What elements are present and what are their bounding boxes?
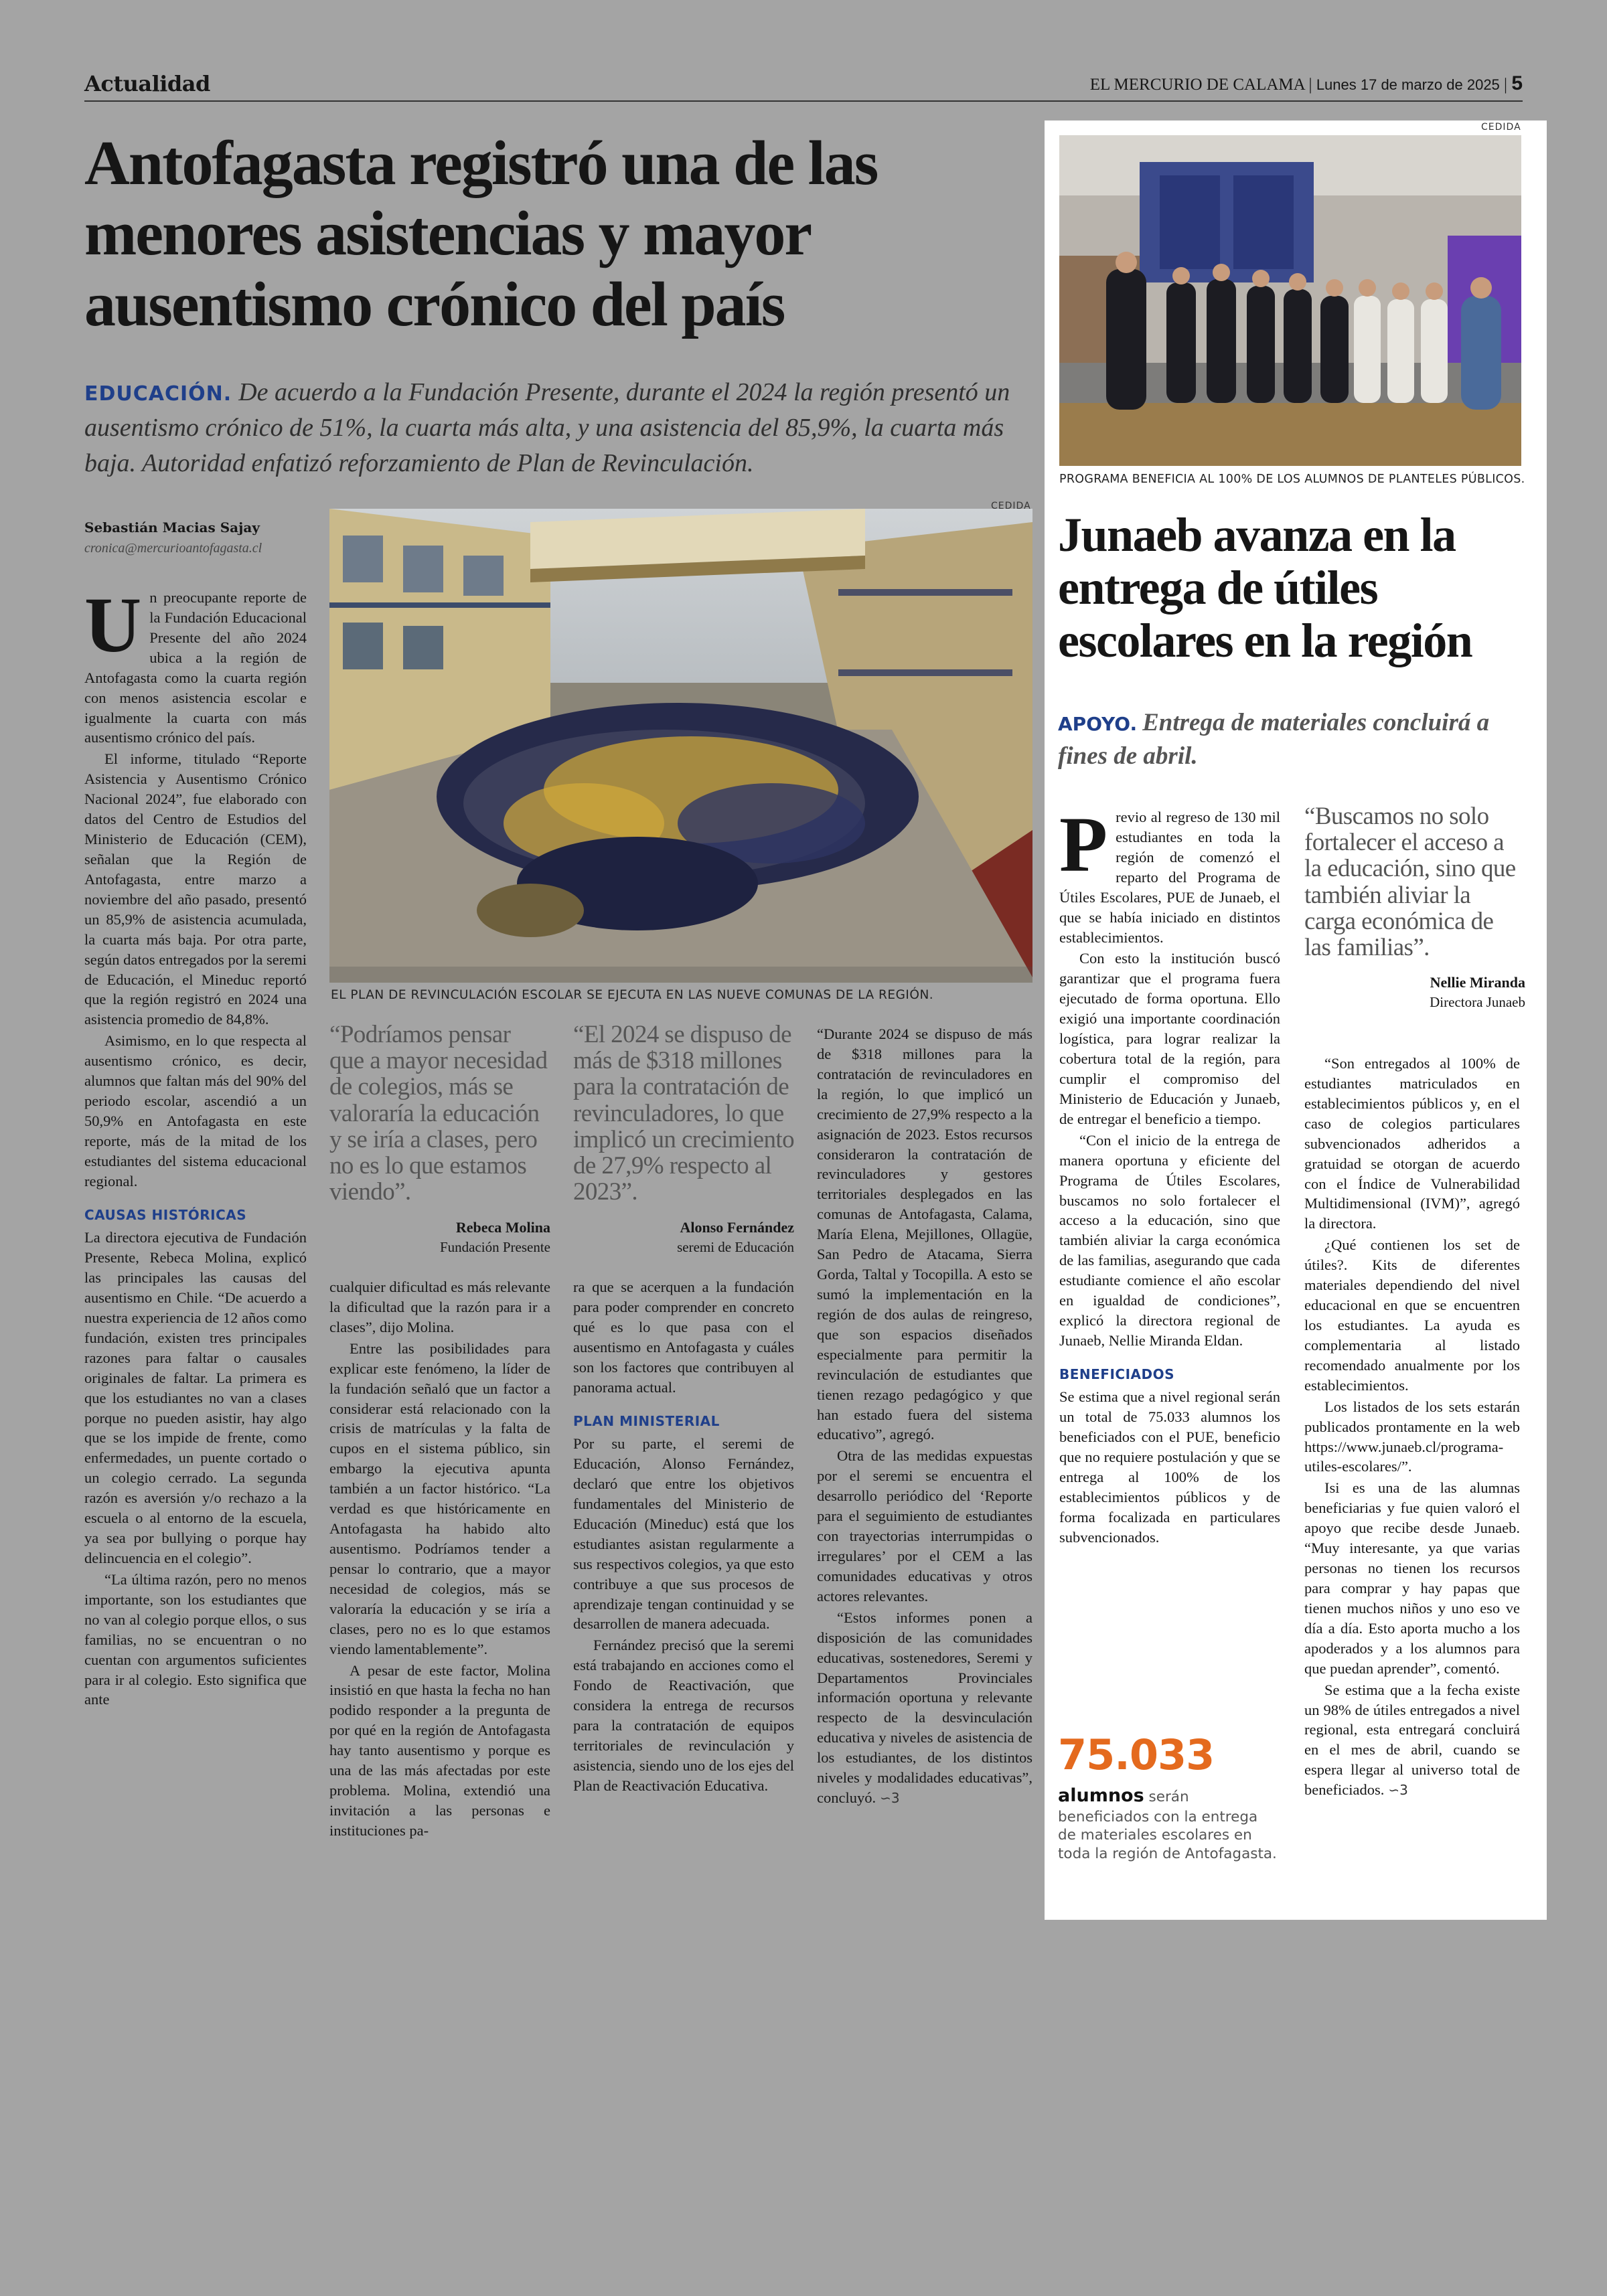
quote-author: Rebeca Molina (455, 1218, 550, 1236)
main-headline: Antofagasta registró una de las menores asistencias y mayor ausentismo crónico del país (84, 129, 878, 339)
group-photo-image (1059, 135, 1521, 466)
section-label: Actualidad (84, 71, 210, 96)
sidebar-headline: Junaeb avanza en la entrega de útiles escolares en la región (1058, 508, 1472, 668)
paragraph: “Son entregados al 100% de estudiantes matriculados en establecimientos públicos y, en el caso de colegios particulares subvencionados adheridos a gratuidad se otorgan de acuerdo con el Índice de Vulnerabilidad Multidimensional (IVM)”, agregó la directora. (1304, 1055, 1520, 1232)
sidebar-lede (1058, 706, 1527, 773)
publication-info (1090, 72, 1523, 95)
stat-box (1058, 1730, 1279, 1863)
sidebar-photo-caption: PROGRAMA BENEFICIA AL 100% DE LOS ALUMNOS DE PLANTELES PÚBLICOS. (1059, 473, 1525, 486)
sidebar-lede-text: Entrega de materiales concluirá a fines de abril. (1058, 709, 1490, 770)
main-column-1 (84, 581, 307, 1711)
paragraph: ra que se acerquen a la fundación para poder comprender en concreto qué es lo que pasa con el ausentismo en Antofagasta y cuáles son los factores que contribuyen al panorama actual. (573, 1279, 794, 1396)
stat-text (1058, 1785, 1279, 1863)
stat-unit: alumnos (1058, 1785, 1144, 1806)
quote-author: Nellie Miranda (1430, 974, 1525, 991)
page-header (84, 66, 1523, 102)
paragraph: Isi es una de las alumnas beneficiarias y fue quien valoró el apoyo que recibe desde Junaeb. “Muy interesante, ya que varias personas no tienen los recursos para comprar y hay papas que tienen muchos niños y uno eso ve día a día. Esto aporta mucho a los apoderados y a los alumnos para que puedan aprender”, comentó. (1304, 1479, 1520, 1677)
author-email: cronica@mercurioantofagasta.cl (84, 541, 262, 556)
sidebar-column-2 (1304, 1054, 1520, 1801)
paragraph: “La última razón, pero no menos importante, son los estudiantes que no van al colegio porque ellos, o sus familias, no se encuentran o no cuentan con argumentos suficientes para ir al colegio. Esto significa que ante (84, 1570, 307, 1708)
paragraph: Fernández precisó que la seremi está trabajando en acciones como el Fondo de Reactivación, que considera la entrega de recursos para la contratación de equipos territoriales de revinculación y asistencia, siendo uno de los ejes del Plan de Reactivación Educativa. (573, 1637, 794, 1794)
paragraph: Los listados de los sets estarán publicados prontamente en la web https://www.junaeb.cl/programa-utiles-escolares/”. (1304, 1398, 1520, 1475)
paragraph: Entre las posibilidades para explicar este fenómeno, la líder de la fundación señaló que un factor a considerar está relacionado con la crisis de matrículas y la falta de cupos en el sistema público, sin embargo la ejecutiva apunta también a un factor histórico. “La verdad es que históricamente en Antofagasta ha habido alto ausentismo. Podríamos tender a pensar lo contrario, que a mayor necesidad de colegios, más se valoraría la educación y se iría a clases, pero no es lo que estamos viendo lamentablemente”. (329, 1339, 550, 1657)
main-photo-caption: EL PLAN DE REVINCULACIÓN ESCOLAR SE EJECUTA EN LAS NUEVE COMUNAS DE LA REGIÓN. (331, 988, 934, 1002)
paragraph: “Durante 2024 se dispuso de más de $318 millones para la contratación de revinculadores en la región, lo que implicó un crecimiento de 27,9% respecto a la asignación de 2023. Estos recursos consideraron la contratación de revinculadores y gestores territoriales desplegados en las comunas de Antofagasta, Calama, María Elena, Mejillones, Ollagüe, San Pedro de Atacama, Sierra Gorda, Taltal y Tocopilla. A esto se sumó la implementación en la región de dos aulas de reingreso, que son espacios diseñados especialmente para permitir la revinculación de estudiantes que tienen rezago pedagógico y que han estado fuera del sistema educativo”, agregó. (817, 1026, 1032, 1443)
main-column-4 (817, 1024, 1032, 1809)
main-lede-text: De acuerdo a la Fundación Presente, durante el 2024 la región presentó un ausentismo crónico de 51%, la cuarta más alta, y una asistencia del 85,9%, la cuarta más baja. Autoridad enfatizó reforzamiento de Plan de Revinculación. (84, 378, 1010, 478)
end-mark: ∽3 (880, 1790, 900, 1807)
paragraph: El informe, titulado “Reporte Asistencia y Ausentismo Crónico Nacional 2024”, fue elaborado con datos del Centro de Estudios del Ministerio de Educación (CEM), señalan que la Región de Antofagasta, entre marzo a noviembre del año pasado, presentó un 85,9% de asistencia acumulada, la cuarta más baja. Por otra parte, según datos entregados por la seremi de Educación, el Mineduc reportó que la región registró en 2024 una asistencia promedio de 84,8%. (84, 750, 307, 1028)
pull-quote-molina (329, 1021, 550, 1256)
subhead-plan: PLAN MINISTERIAL (573, 1412, 720, 1429)
byline (84, 519, 325, 556)
paragraph: “Con el inicio de la entrega de manera oportuna y eficiente del Programa de Útiles Escolares, buscamos no solo fortalecer el acceso a la educación, sino que también aliviar la carga económica de las familias, asegurando que cada estudiante comience el año escolar en igualdad de condiciones”, explicó la directora regional de Junaeb, Nellie Miranda Eldan. (1059, 1131, 1280, 1349)
pull-quote-miranda (1304, 803, 1525, 1011)
schoolyard-crowd-image (329, 509, 1032, 983)
paragraph: Se estima que a nivel regional serán un total de 75.033 alumnos los beneficiados con el PUE, beneficio que no requiere postulación y que se entrega al 100% de los establecimientos públicos y de forma focalizada en particulares subvencionados. (1059, 1388, 1280, 1546)
paragraph: cualquier dificultad es más relevante la dificultad que la razón para ir a clases”, dijo Molina. (329, 1279, 550, 1335)
stat-description: serán beneficiados con la entrega de materiales escolares en toda la región de Antofagasta. (1058, 1789, 1277, 1862)
subhead-beneficiados: BENEFICIADOS (1059, 1366, 1175, 1382)
main-column-2 (329, 1277, 550, 1842)
separator: | (1308, 76, 1316, 94)
pull-quote-fernandez (573, 1021, 794, 1256)
main-lede (84, 375, 1035, 482)
publication-name: EL MERCURIO DE CALAMA (1089, 76, 1305, 94)
paragraph: Un preocupante reporte de la Fundación Educacional Presente del año 2024 ubica a la región de Antofagasta como la cuarta región con menos asistencia escolar e igualmente la cuarta con más ausentismo crónico del país. (84, 581, 307, 746)
drop-cap: P (1059, 801, 1108, 888)
author-name: Sebastián Macias Sajay (84, 519, 260, 536)
paragraph: Con esto la institución buscó garantizar que el programa fuera ejecutado de forma oportuna. Ello exigió una importante coordinación logística, para lograr realizar la cobertura total de la región, para cumplir el compromiso del Ministerio de Educación y Junaeb, de entregar el beneficio a tiempo. (1059, 950, 1280, 1127)
publication-date: Lunes 17 de marzo de 2025 (1316, 76, 1500, 93)
main-photo (329, 509, 1032, 983)
quote-text: “El 2024 se dispuso de más de $318 millones para la contratación de revinculadores, lo que implicó un crecimiento de 27,9% respecto al 2023”. (573, 1021, 794, 1206)
end-mark: ∽3 (1388, 1782, 1408, 1799)
quote-role: seremi de Educación (677, 1238, 794, 1255)
main-photo-credit: CEDIDA (991, 501, 1031, 511)
paragraph: Asimismo, en lo que respecta al ausentismo crónico, es decir, alumnos que faltan más del 90% del periodo escolar, ascendió a un 50,9% en Antofagasta en este reporte, más de la mitad de los estudiantes del sistema educacional regional. (84, 1032, 307, 1190)
main-column-3 (573, 1277, 794, 1797)
paragraph: Por su parte, el seremi de Educación, Alonso Fernández, declaró que entre los objetivos fundamentales del Ministerio de Educación (Mineduc) está que los estudiantes asistan regularmente a sus respectivos colegios, ya que esto contribuye a que sus procesos de aprendizaje tengan continuidad y se desarrollen de manera adecuada. (573, 1435, 794, 1633)
quote-role: Fundación Presente (439, 1238, 550, 1255)
quote-author: Alonso Fernández (680, 1218, 794, 1236)
quote-role: Directora Junaeb (1430, 994, 1525, 1011)
paragraph: Previo al regreso de 130 mil estudiantes en toda la región de comenzó el reparto del Programa de Útiles Escolares, PUE de Junaeb, el que se había iniciado en distintos establecimientos. (1059, 801, 1280, 946)
page-number: 5 (1511, 72, 1523, 94)
drop-cap: U (84, 581, 142, 669)
quote-text: “Podríamos pensar que a mayor necesidad de colegios, más se valoraría la educación y se iría a clases, pero no es lo que estamos viendo”. (329, 1021, 548, 1206)
paragraph: “Estos informes ponen a disposición de las comunidades educativas, sostenedores, Seremi y Departamentos Provinciales información oportuna y relevante respecto de la desvinculación educativa y niveles de asistencia de los estudiantes, de los distintos niveles y modalidades educativas”, concluyó. ∽3 (817, 1609, 1032, 1807)
sidebar-photo (1059, 135, 1521, 466)
subhead-causas: CAUSAS HISTÓRICAS (84, 1206, 247, 1223)
paragraph: Otra de las medidas expuestas por el seremi se encuentra el desarrollo periódico del ‘Reporte para el seguimiento de estudiantes con trayectorias interrumpidas o irregulares’ por el CEM a las comunidades educativas y otros actores relevantes. (817, 1447, 1032, 1605)
separator: | (1504, 76, 1512, 94)
main-kicker: EDUCACIÓN. (84, 382, 232, 406)
stat-number: 75.033 (1058, 1730, 1215, 1779)
paragraph: ¿Qué contienen los set de útiles?. Kits de diferentes materiales dependiendo del nivel educacional en que se encuentren los estudiantes. La ayuda es complementaria al listado recomendado anualmente por los establecimientos. (1304, 1236, 1520, 1394)
sidebar-column-1 (1059, 801, 1280, 1549)
paragraph: Se estima que a la fecha existe un 98% de útiles entregados a nivel regional, esta entregará concluirá en el mes de abril, cuando se espera llegar al universo total de beneficiados. ∽3 (1304, 1681, 1520, 1799)
quote-text: “Buscamos no solo fortalecer el acceso a la educación, sino que también aliviar la carga económica de las familias”. (1304, 803, 1516, 962)
sidebar-photo-credit: CEDIDA (1481, 122, 1521, 133)
paragraph: La directora ejecutiva de Fundación Presente, Rebeca Molina, explicó las principales las causas del ausentismo en Chile. “De acuerdo a nuestra experiencia de 12 años como fundación, existen tres principales razones para faltar o causales originales de faltar. La primera es que los estudiantes no van a clases porque no pueden asistir, hay algo que se los impide de frente, como enfermedades, un puente cortado o un colegio cerrado. La segunda razón es aversión y/o rechazo a la escuela o al entorno de la escuela, ya sea por bullying o porque hay delincuencia en el colegio”. (84, 1229, 307, 1566)
sidebar-kicker: APOYO. (1058, 713, 1138, 735)
paragraph: A pesar de este factor, Molina insistió en que hasta la fecha no han podido responder a la pregunta de por qué en la región de Antofagasta hay tanto ausentismo y porque es una de las más afectadas por este problema. Molina, extendió una invitación a las personas e instituciones pa- (329, 1661, 550, 1839)
